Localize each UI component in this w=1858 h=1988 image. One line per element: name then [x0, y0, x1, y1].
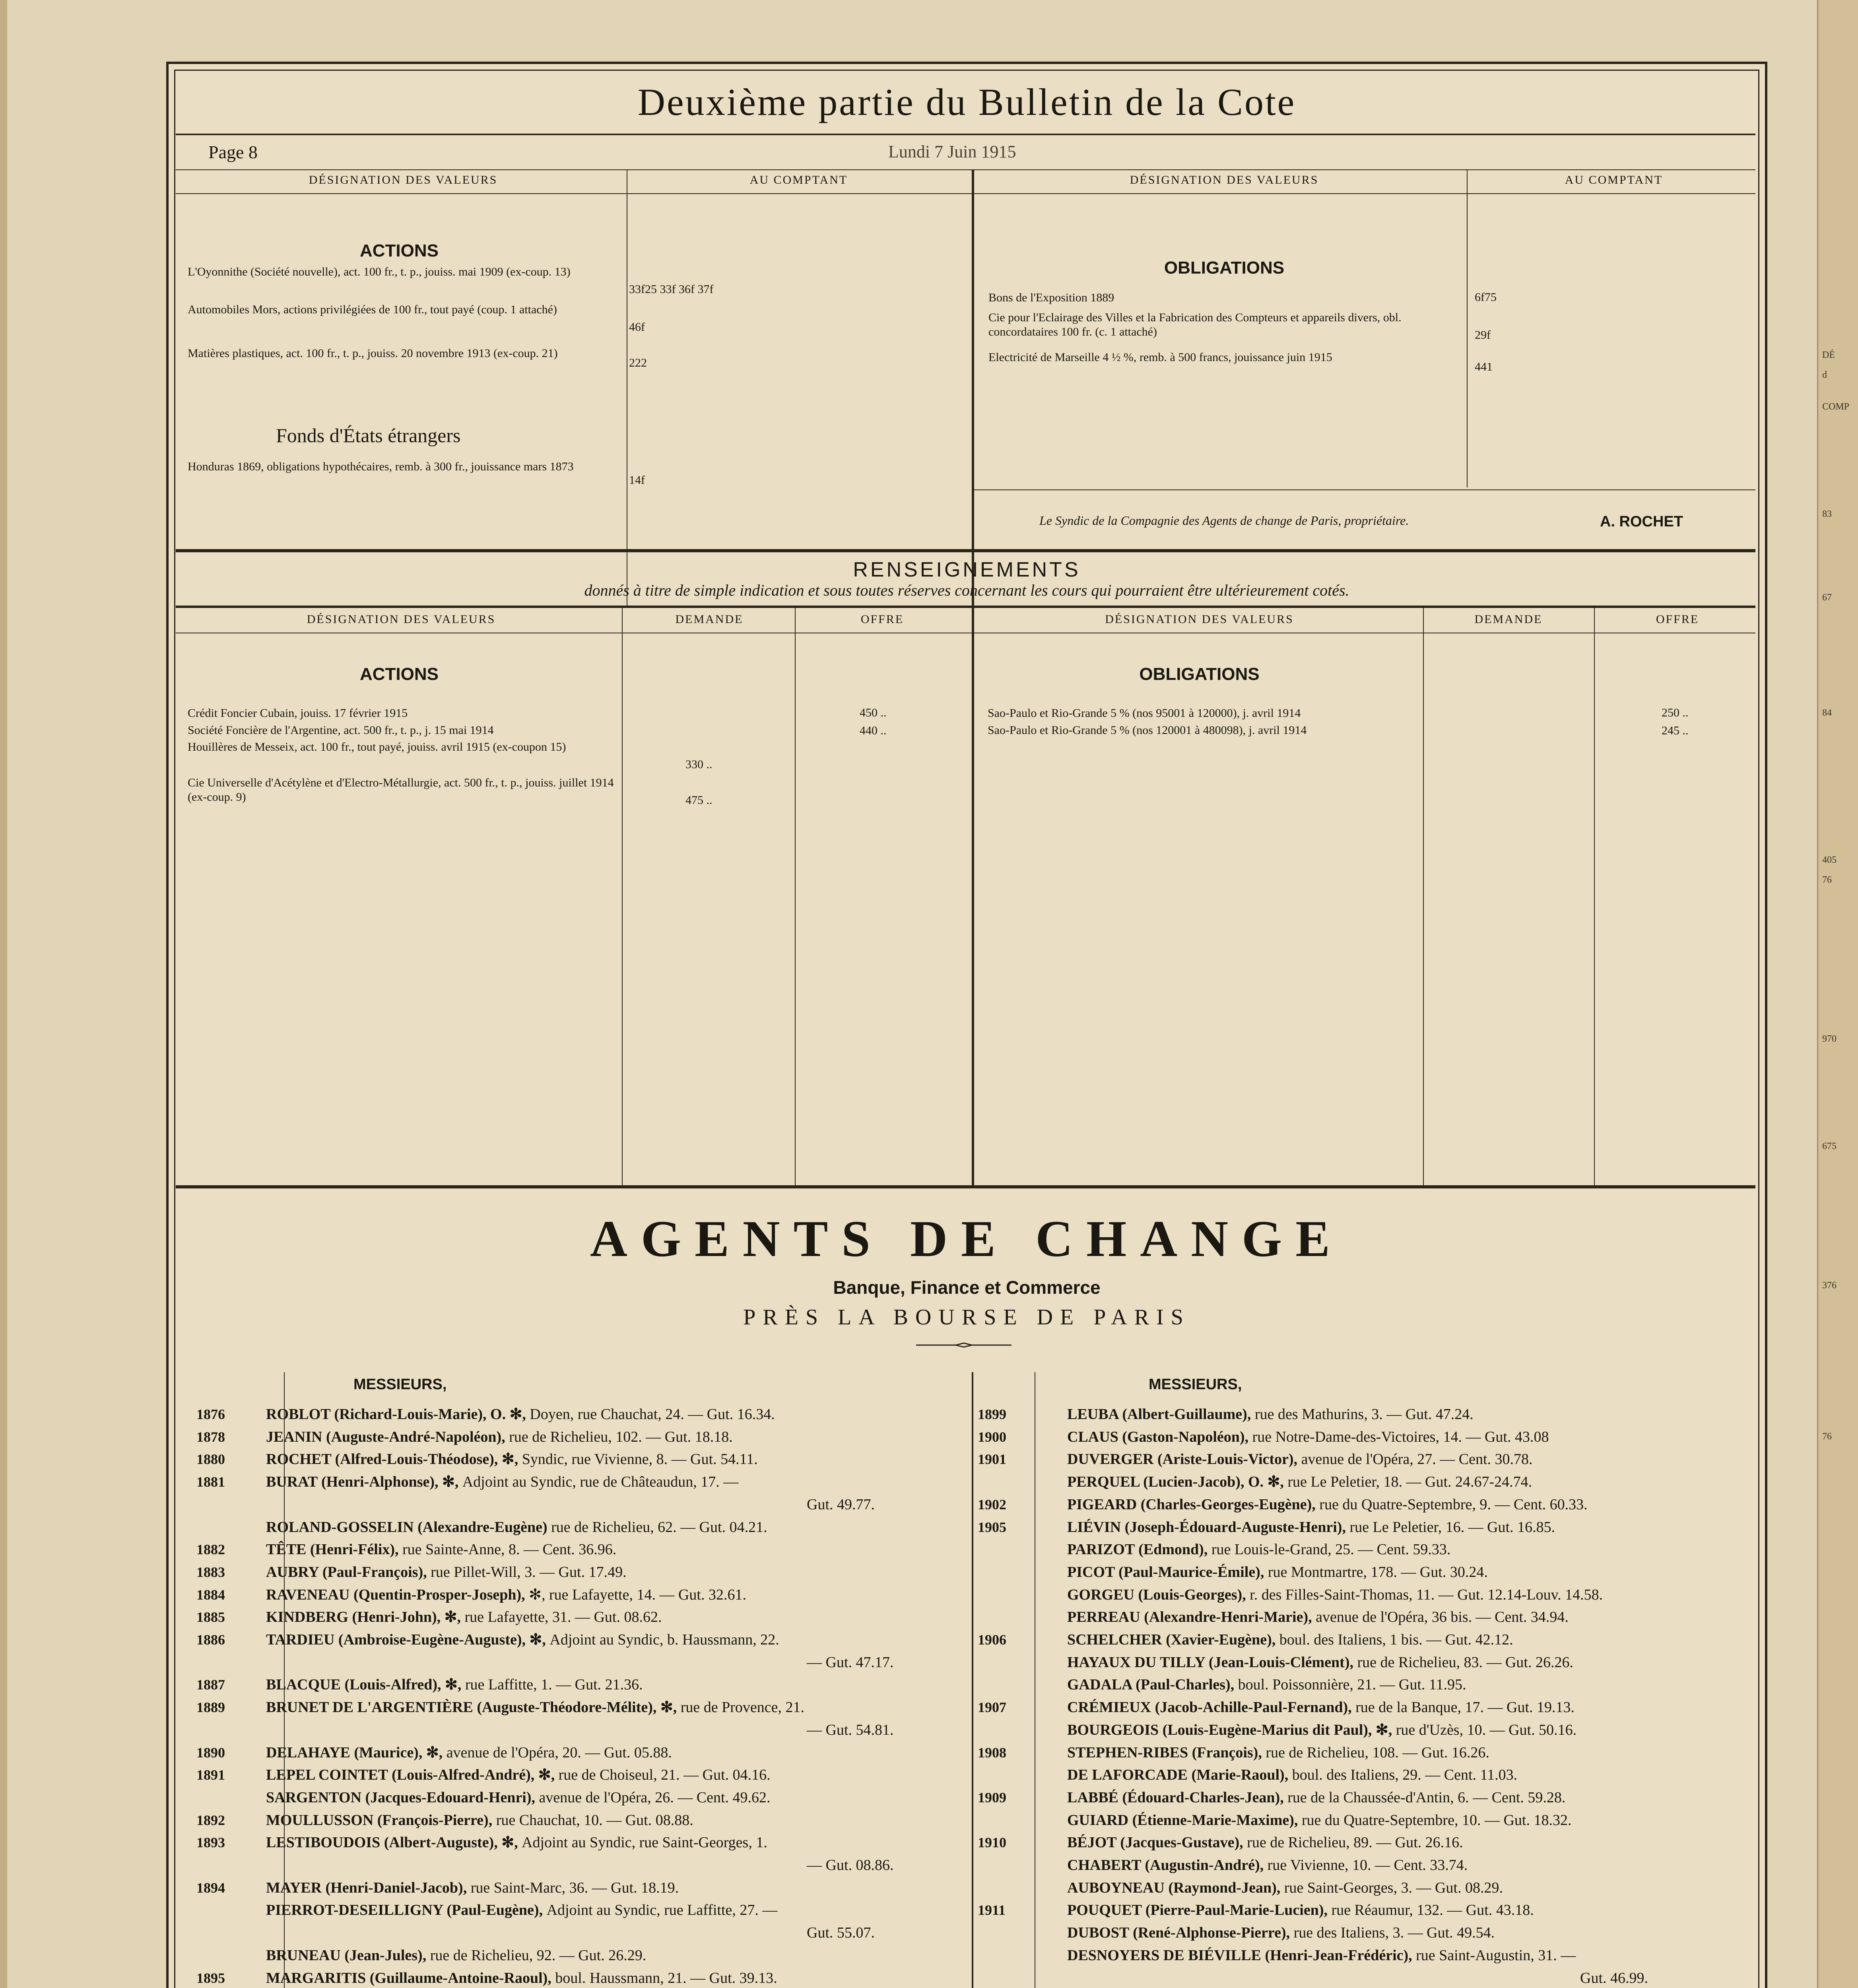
agent-name: DELAHAYE (Maurice), ✻, [266, 1744, 447, 1761]
list-item: Sao-Paulo et Rio-Grande 5 % (nos 95001 à 120000), j. avril 1914 [988, 707, 1301, 720]
agent-number: 1885 [196, 1609, 225, 1625]
agent-entry [266, 1809, 693, 1831]
agent-entry [1067, 1561, 1488, 1583]
agent-name: CRÉMIEUX (Jacob-Achille-Paul-Fernand), [1067, 1699, 1356, 1716]
agent-name: HAYAUX DU TILLY (Jean-Louis-Clément), [1067, 1654, 1357, 1671]
agents-subtitle-bourse: PRÈS LA BOURSE DE PARIS [743, 1305, 1190, 1330]
agent-address: avenue de l'Opéra, 27. — Cent. 30.78. [1301, 1451, 1533, 1468]
binding-spine [0, 0, 7, 1988]
col-header-offre: OFFRE [860, 613, 904, 626]
agent-name: SARGENTON (Jacques-Edouard-Henri), [266, 1789, 539, 1806]
agent-name: BRUNEAU (Jean-Jules), [266, 1947, 430, 1964]
demande-value: 475 .. [685, 794, 713, 807]
agent-entry [266, 1673, 643, 1696]
divider [795, 606, 796, 1187]
agent-name: MARGARITIS (Guillaume-Antoine-Raoul), [266, 1970, 555, 1986]
list-item: L'Oyonnithe (Société nouvelle), act. 100 fr., t. p., jouiss. mai 1909 (ex-coup. 13) [188, 265, 571, 278]
strip-text: 405 [1822, 855, 1837, 865]
agent-address: boul. des Italiens, 29. — Cent. 11.03. [1292, 1767, 1518, 1783]
page-number: Page 8 [208, 142, 258, 162]
list-item: Electricité de Marseille 4 ½ %, remb. à 500 francs, jouissance juin 1915 [988, 351, 1332, 364]
divider [622, 606, 623, 1187]
strip-text: COMP [1822, 402, 1850, 412]
agent-entry [266, 1786, 771, 1809]
divider [972, 1372, 973, 1988]
agent-entry [1067, 1741, 1489, 1764]
agent-number: 1899 [978, 1406, 1006, 1422]
agent-name: MOULLUSSON (François-Pierre), [266, 1812, 496, 1829]
col-header-offre: OFFRE [1656, 613, 1699, 626]
offre-value: 440 .. [860, 724, 887, 737]
list-item: Bons de l'Exposition 1889 [988, 291, 1114, 304]
agent-address: — Gut. 54.81. [807, 1722, 894, 1738]
agent-name: DESNOYERS DE BIÉVILLE (Henri-Jean-Frédéric), [1067, 1947, 1416, 1964]
agent-address: rue Louis-le-Grand, 25. — Cent. 59.33. [1211, 1541, 1451, 1558]
agent-name: ROCHET (Alfred-Louis-Théodose), ✻, [266, 1451, 522, 1468]
agent-entry [1067, 1651, 1573, 1673]
agent-number: 1876 [196, 1406, 225, 1422]
agent-number: 1886 [196, 1632, 225, 1648]
agent-entry [1067, 1493, 1588, 1516]
strip-text: 675 [1822, 1141, 1837, 1151]
agent-address: boul. Poissonnière, 21. — Gut. 11.95. [1238, 1676, 1466, 1693]
agent-entry [266, 1967, 777, 1988]
section-heading-obligations: OBLIGATIONS [1164, 258, 1285, 278]
agent-address: Doyen, rue Chauchat, 24. — Gut. 16.34. [530, 1406, 775, 1423]
agent-entry [1067, 1831, 1463, 1854]
price: 6f75 [1475, 291, 1497, 304]
agent-address: Adjoint au Syndic, rue Laffitte, 27. — [546, 1902, 778, 1918]
price: 46f [629, 320, 645, 334]
agent-entry [266, 1831, 767, 1854]
section-heading-fonds-etrangers: Fonds d'États étrangers [276, 424, 461, 447]
agent-number: 1887 [196, 1677, 225, 1693]
agent-entry [1067, 1403, 1474, 1425]
offre-value: 245 .. [1662, 724, 1689, 737]
agent-name: POUQUET (Pierre-Paul-Marie-Lucien), [1067, 1902, 1332, 1918]
agent-entry [266, 1426, 733, 1448]
agent-entry [1067, 1629, 1513, 1651]
agent-address: rue de Richelieu, 92. — Gut. 26.29. [430, 1947, 647, 1964]
list-item: Automobiles Mors, actions privilégiées de 100 fr., tout payé (coup. 1 attaché) [188, 303, 557, 316]
agent-entry [1067, 1922, 1495, 1944]
agents-title: AGENTS DE CHANGE [590, 1210, 1344, 1268]
agent-entry [266, 1741, 672, 1764]
agent-entry [807, 1651, 894, 1673]
divider [176, 169, 1755, 170]
divider [1594, 606, 1595, 1187]
agent-name: LESTIBOUDOIS (Albert-Auguste), ✻, [266, 1834, 522, 1851]
agent-number: 1909 [978, 1790, 1006, 1806]
price: 441 [1475, 360, 1493, 373]
agent-entry [266, 1471, 738, 1493]
agent-address: — Gut. 08.86. [807, 1857, 894, 1873]
agent-name: MAYER (Henri-Daniel-Jacob), [266, 1879, 471, 1896]
agent-address: avenue de l'Opéra, 36 bis. — Cent. 34.94. [1316, 1609, 1569, 1625]
agent-number: 1905 [978, 1519, 1006, 1535]
messieurs-label: MESSIEURS, [353, 1376, 447, 1393]
agent-name: PARIZOT (Edmond), [1067, 1541, 1211, 1558]
syndic-line: Le Syndic de la Compagnie des Agents de change de Paris, propriétaire. [1039, 513, 1409, 528]
agent-address: rue Le Peletier, 16. — Gut. 16.85. [1349, 1519, 1555, 1536]
agent-entry [807, 1922, 875, 1944]
section-heading-actions: ACTIONS [360, 241, 439, 260]
list-item: Société Foncière de l'Argentine, act. 500 fr., t. p., j. 15 mai 1914 [188, 724, 494, 737]
strip-text: d [1822, 370, 1827, 380]
list-item: Sao-Paulo et Rio-Grande 5 % (nos 120001 à 480098), j. avril 1914 [988, 724, 1307, 737]
agent-number: 1889 [196, 1699, 225, 1715]
agent-entry [1067, 1786, 1565, 1809]
agent-name: BLACQUE (Louis-Alfred), ✻, [266, 1676, 465, 1693]
agent-name: BRUNET DE L'ARGENTIÈRE (Auguste-Théodore-Mélite), ✻, [266, 1699, 681, 1716]
strip-text: 83 [1822, 509, 1832, 519]
agent-address: rue Sainte-Anne, 8. — Cent. 36.96. [402, 1541, 617, 1558]
agent-entry [1067, 1696, 1575, 1718]
divider [176, 606, 1755, 608]
strip-text: 76 [1822, 1431, 1832, 1442]
agent-address: rue Réaumur, 132. — Gut. 43.18. [1331, 1902, 1534, 1918]
agent-address: avenue de l'Opéra, 26. — Cent. 49.62. [539, 1789, 771, 1806]
agent-name: JEANIN (Auguste-André-Napoléon), [266, 1429, 509, 1445]
bulletin-title: Deuxième partie du Bulletin de la Cote [637, 81, 1296, 123]
strip-text: DÉ [1822, 350, 1835, 360]
agent-address: rue Saint-Georges, 3. — Gut. 08.29. [1284, 1879, 1503, 1896]
agent-entry [266, 1584, 746, 1606]
agent-entry [1067, 1899, 1534, 1921]
agent-number: 1880 [196, 1451, 225, 1467]
agent-name: PIERROT-DESEILLIGNY (Paul-Eugène), [266, 1902, 547, 1918]
agent-address: rue de Choiseul, 21. — Gut. 04.16. [558, 1767, 771, 1783]
agent-entry [266, 1538, 616, 1561]
agent-number: 1890 [196, 1745, 225, 1761]
list-item: Houillères de Messeix, act. 100 fr., tout payé, jouiss. avril 1915 (ex-coupon 15) [188, 740, 566, 753]
agent-number: 1892 [196, 1812, 225, 1828]
agent-address: rue Chauchat, 10. — Gut. 08.88. [496, 1812, 693, 1829]
agent-number: 1901 [978, 1451, 1006, 1467]
list-item: Cie Universelle d'Acétylène et d'Electro-Métallurgie, act. 500 fr., t. p., jouiss. juillet 1914 (ex-coup. 9) [188, 776, 614, 804]
agent-name: RAVENEAU (Quentin-Prosper-Joseph), [266, 1586, 529, 1603]
agent-address: rue Saint-Augustin, 31. — [1416, 1947, 1576, 1964]
agent-name: LEPEL COINTET (Louis-Alfred-André), ✻, [266, 1767, 559, 1783]
list-item: Crédit Foncier Cubain, jouiss. 17 février 1915 [188, 707, 408, 720]
col-header-comptant: AU COMPTANT [749, 173, 848, 186]
price: 29f [1475, 328, 1491, 342]
agent-name: GORGEU (Louis-Georges), [1067, 1586, 1250, 1603]
col-header-designation: DÉSIGNATION DES VALEURS [309, 173, 498, 186]
agent-address: Gut. 49.77. [807, 1496, 875, 1513]
agent-address: rue Le Peletier, 18. — Gut. 24.67-24.74. [1287, 1474, 1532, 1490]
agent-entry [1067, 1944, 1576, 1967]
agent-number: 1902 [978, 1497, 1006, 1512]
agent-address: Gut. 46.99. [1580, 1970, 1648, 1986]
page-frame [166, 62, 1767, 1988]
messieurs-label: MESSIEURS, [1149, 1376, 1242, 1393]
divider [176, 134, 1755, 135]
agent-address: rue de Richelieu, 62. — Gut. 04.21. [551, 1519, 767, 1536]
agent-address: rue d'Uzès, 10. — Gut. 50.16. [1396, 1722, 1577, 1738]
agent-entry [807, 1493, 875, 1516]
agent-address: rue Notre-Dame-des-Victoires, 14. — Gut. 43.08 [1252, 1429, 1549, 1445]
agent-number: 1900 [978, 1429, 1006, 1445]
divider [176, 193, 1755, 194]
price: 222 [629, 356, 647, 369]
agent-address: rue Lafayette, 31. — Gut. 08.62. [464, 1609, 662, 1625]
agent-name: BÉJOT (Jacques-Gustave), [1067, 1834, 1247, 1851]
divider [1467, 169, 1468, 487]
agent-number: 1910 [978, 1835, 1006, 1850]
agent-address: Gut. 55.07. [807, 1924, 875, 1941]
agent-entry [1067, 1516, 1555, 1538]
adjacent-page-strip [1817, 0, 1858, 1988]
agent-number: 1881 [196, 1474, 225, 1490]
section-heading-actions: ACTIONS [360, 664, 439, 684]
agent-entry [266, 1606, 662, 1628]
agent-entry [266, 1764, 771, 1786]
syndic-name: A. ROCHET [1600, 513, 1683, 530]
agent-address: boul. des Italiens, 1 bis. — Gut. 42.12. [1279, 1631, 1513, 1648]
agent-entry [266, 1696, 804, 1718]
agent-address: rue de Richelieu, 83. — Gut. 26.26. [1357, 1654, 1573, 1671]
agent-name: LABBÉ (Édouard-Charles-Jean), [1067, 1789, 1288, 1806]
agent-entry [1067, 1606, 1569, 1628]
ornament [916, 1342, 1012, 1346]
agent-name: DUBOST (René-Alphonse-Pierre), [1067, 1924, 1294, 1941]
agent-number: 1911 [978, 1902, 1006, 1918]
price: 14f [629, 474, 645, 487]
divider [972, 169, 974, 607]
agent-entry [1067, 1719, 1576, 1741]
divider [1423, 606, 1424, 1187]
agent-name: GADALA (Paul-Charles), [1067, 1676, 1238, 1693]
agent-entry [807, 1719, 894, 1741]
agent-name: DUVERGER (Ariste-Louis-Victor), [1067, 1451, 1301, 1468]
agent-entry [1067, 1809, 1571, 1831]
agent-name: PERQUEL (Lucien-Jacob), O. ✻, [1067, 1474, 1288, 1490]
agent-entry [1067, 1538, 1450, 1561]
agent-address: rue Pillet-Will, 3. — Gut. 17.49. [431, 1564, 627, 1580]
agent-number: 1884 [196, 1587, 225, 1603]
col-header-designation: DÉSIGNATION DES VALEURS [1130, 173, 1319, 186]
agent-number: 1895 [196, 1970, 225, 1986]
section-heading-obligations: OBLIGATIONS [1139, 664, 1260, 684]
agent-entry [1580, 1967, 1648, 1988]
agent-name: GUIARD (Étienne-Marie-Maxime), [1067, 1812, 1302, 1829]
agent-name: CLAUS (Gaston-Napoléon), [1067, 1429, 1252, 1445]
agent-address: Adjoint au Syndic, rue de Châteaudun, 17. — [462, 1474, 739, 1490]
agent-address: rue de la Chaussée-d'Antin, 6. — Cent. 59.28. [1287, 1789, 1566, 1806]
agent-address: rue Vivienne, 10. — Cent. 33.74. [1267, 1857, 1468, 1873]
agent-entry [266, 1629, 779, 1651]
agent-number: 1907 [978, 1699, 1006, 1715]
agent-name: BURAT (Henri-Alphonse), ✻, [266, 1474, 462, 1490]
agent-address: r. des Filles-Saint-Thomas, 11. — Gut. 12.14-Louv. 14.58. [1250, 1586, 1603, 1603]
agent-entry [266, 1877, 679, 1899]
agent-entry [1067, 1471, 1532, 1493]
agent-name: ROBLOT (Richard-Louis-Marie), O. ✻, [266, 1406, 530, 1423]
agent-name: PIGEARD (Charles-Georges-Eugène), [1067, 1496, 1320, 1513]
agent-number: 1878 [196, 1429, 225, 1445]
agent-entry [266, 1561, 627, 1583]
agent-name: BOURGEOIS (Louis-Eugène-Marius dit Paul), ✻, [1067, 1722, 1396, 1738]
agent-entry [266, 1403, 775, 1425]
agent-address: — Gut. 47.17. [807, 1654, 894, 1671]
strip-text: 84 [1822, 708, 1832, 718]
agent-address: rue de Richelieu, 102. — Gut. 18.18. [509, 1429, 733, 1445]
agent-address: rue Laffitte, 1. — Gut. 21.36. [465, 1676, 643, 1693]
agent-address: rue du Quatre-Septembre, 9. — Cent. 60.33. [1319, 1496, 1588, 1513]
agent-address: rue de la Banque, 17. — Gut. 19.13. [1355, 1699, 1575, 1716]
col-header-designation: DÉSIGNATION DES VALEURS [307, 613, 496, 626]
bulletin-date: Lundi 7 Juin 1915 [888, 142, 1016, 161]
price: 33f25 33f 36f 37f [629, 283, 714, 296]
list-item: Honduras 1869, obligations hypothécaires, remb. à 300 fr., jouissance mars 1873 [188, 460, 574, 473]
agent-entry [266, 1516, 767, 1538]
strip-text: 67 [1822, 592, 1832, 603]
col-header-designation: DÉSIGNATION DES VALEURS [1105, 613, 1294, 626]
agent-address: boul. Haussmann, 21. — Gut. 39.13. [555, 1970, 777, 1986]
agent-number: 1908 [978, 1745, 1006, 1761]
agent-address: Adjoint au Syndic, rue Saint-Georges, 1. [522, 1834, 767, 1851]
divider [176, 1185, 1755, 1188]
agent-name: STEPHEN-RIBES (François), [1067, 1744, 1266, 1761]
agent-number: 1883 [196, 1564, 225, 1580]
col-header-comptant: AU COMPTANT [1565, 173, 1663, 186]
renseignements-title: RENSEIGNEMENTS [853, 558, 1081, 581]
col-header-demande: DEMANDE [675, 613, 744, 626]
agent-name: DE LAFORCADE (Marie-Raoul), [1067, 1767, 1292, 1783]
divider [176, 549, 1755, 552]
agent-name: CHABERT (Augustin-André), [1067, 1857, 1268, 1873]
agent-number: 1882 [196, 1541, 225, 1557]
agent-entry [1067, 1426, 1549, 1448]
agent-entry [807, 1854, 894, 1876]
agent-address: rue du Quatre-Septembre, 10. — Gut. 18.32. [1301, 1812, 1572, 1829]
agent-address: rue des Italiens, 3. — Gut. 49.54. [1293, 1924, 1495, 1941]
agent-name: TÊTE (Henri-Félix), [266, 1541, 403, 1558]
agent-name: LEUBA (Albert-Guillaume), [1067, 1406, 1255, 1423]
agent-entry [1067, 1584, 1603, 1606]
agent-address: Syndic, rue Vivienne, 8. — Gut. 54.11. [522, 1451, 758, 1468]
list-item: Matières plastiques, act. 100 fr., t. p., jouiss. 20 novembre 1913 (ex-coup. 21) [188, 347, 558, 360]
agent-name: SCHELCHER (Xavier-Eugène), [1067, 1631, 1279, 1648]
strip-text: 970 [1822, 1034, 1837, 1044]
agent-address: ✻, rue Lafayette, 14. — Gut. 32.61. [529, 1586, 746, 1603]
agent-entry [266, 1944, 646, 1967]
col-header-demande: DEMANDE [1474, 613, 1543, 626]
agent-entry [1067, 1877, 1503, 1899]
agent-entry [1067, 1764, 1517, 1786]
agent-entry [266, 1448, 758, 1470]
agent-entry [266, 1899, 777, 1921]
agent-name: PERREAU (Alexandre-Henri-Marie), [1067, 1609, 1316, 1625]
agent-name: PICOT (Paul-Maurice-Émile), [1067, 1564, 1268, 1580]
agent-number: 1891 [196, 1767, 225, 1783]
divider [972, 489, 1755, 490]
agent-address: rue de Provence, 21. [680, 1699, 805, 1716]
agent-name: TARDIEU (Ambroise-Eugène-Auguste), ✻, [266, 1631, 550, 1648]
list-item: Cie pour l'Eclairage des Villes et la Fabrication des Compteurs et appareils divers, obl. concordataires 100 fr. (c. 1 attaché) [988, 311, 1402, 338]
agent-number: 1906 [978, 1632, 1006, 1648]
strip-text: 76 [1822, 875, 1832, 885]
offre-value: 250 .. [1662, 706, 1689, 719]
agent-address: rue Montmartre, 178. — Gut. 30.24. [1268, 1564, 1488, 1580]
agent-address: Adjoint au Syndic, b. Haussmann, 22. [549, 1631, 779, 1648]
agent-name: KINDBERG (Henri-John), ✻, [266, 1609, 465, 1625]
agent-entry [1067, 1673, 1466, 1696]
agent-address: rue de Richelieu, 108. — Gut. 16.26. [1266, 1744, 1489, 1761]
agent-address: avenue de l'Opéra, 20. — Gut. 05.88. [446, 1744, 672, 1761]
agent-name: ROLAND-GOSSELIN (Alexandre-Eugène) [266, 1519, 551, 1536]
divider [972, 606, 974, 1187]
agent-number: 1893 [196, 1835, 225, 1850]
agent-entry [1067, 1854, 1468, 1876]
agent-address: rue des Mathurins, 3. — Gut. 47.24. [1254, 1406, 1474, 1423]
agent-number: 1894 [196, 1880, 225, 1896]
agent-address: rue de Richelieu, 89. — Gut. 26.16. [1247, 1834, 1463, 1851]
agents-subtitle: Banque, Finance et Commerce [833, 1277, 1101, 1298]
renseignements-subtitle: donnés à titre de simple indication et sous toutes réserves concernant les cours qui pourraient être ultérieurement cotés. [584, 581, 1349, 599]
agent-entry [1067, 1448, 1533, 1470]
demande-value: 330 .. [685, 758, 713, 771]
agent-name: LIÉVIN (Joseph-Édouard-Auguste-Henri), [1067, 1519, 1350, 1536]
agent-name: AUBOYNEAU (Raymond-Jean), [1067, 1879, 1284, 1896]
offre-value: 450 .. [860, 706, 887, 719]
agent-address: rue Saint-Marc, 36. — Gut. 18.19. [470, 1879, 679, 1896]
agent-name: AUBRY (Paul-François), [266, 1564, 431, 1580]
strip-text: 376 [1822, 1280, 1837, 1291]
